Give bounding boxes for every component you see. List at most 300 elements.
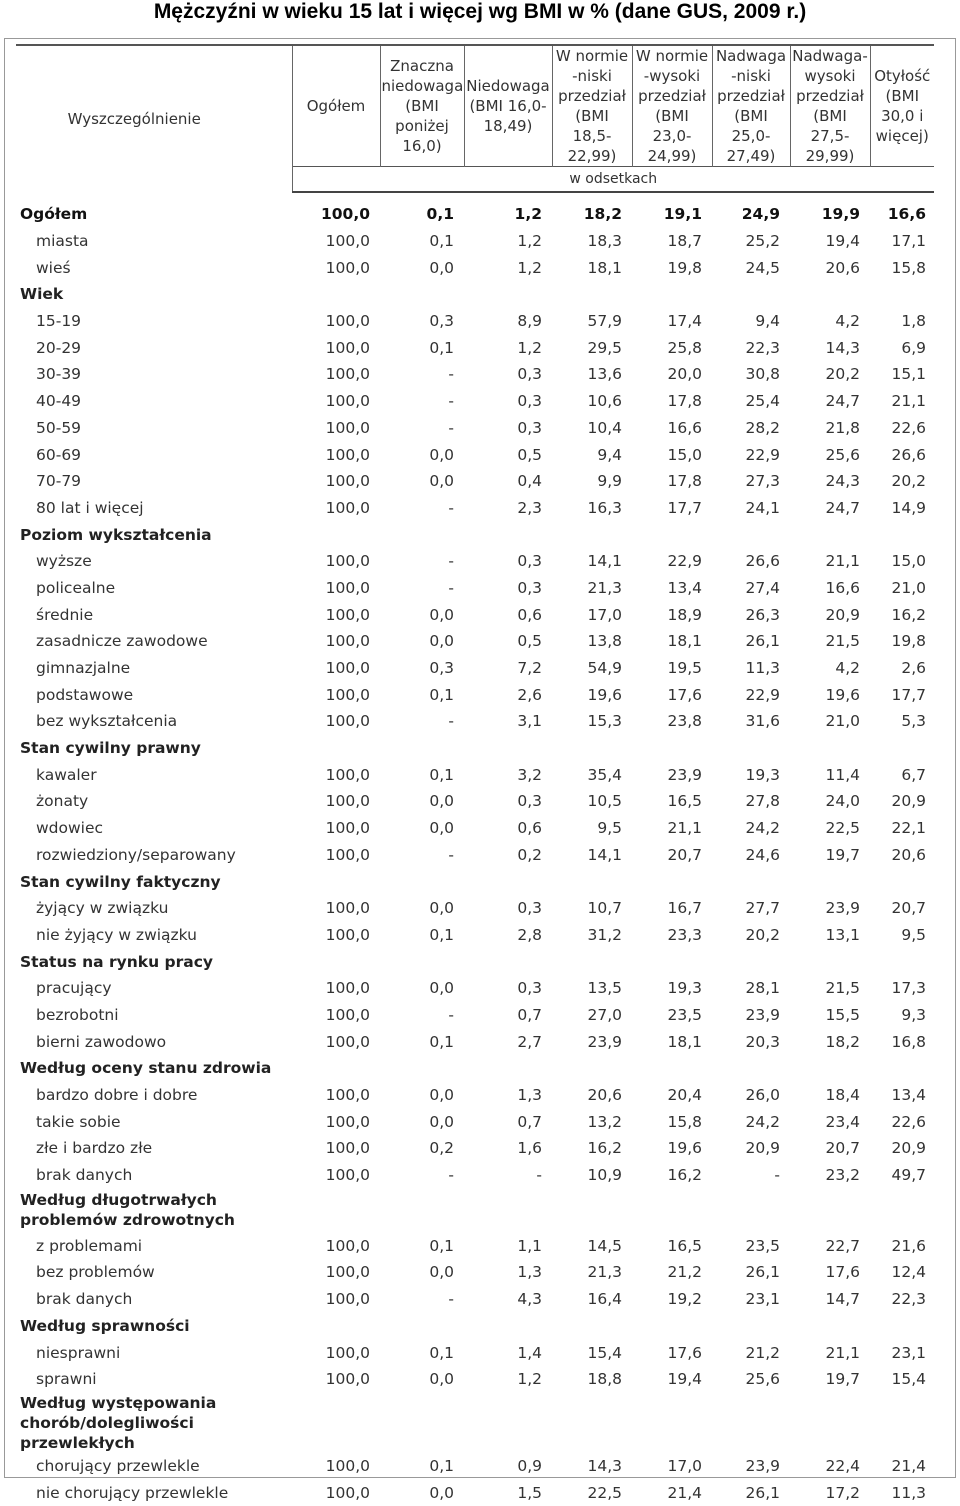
table-cell: 100,0 (325, 1263, 370, 1282)
section-label: Stan cywilny faktyczny (20, 872, 221, 891)
table-cell: 21,0 (891, 578, 926, 597)
table-cell: 14,7 (825, 1290, 860, 1309)
empty-cell (870, 1313, 934, 1340)
empty-cell (790, 1393, 870, 1453)
table-cell: 24,0 (825, 792, 860, 811)
empty-cell (464, 1393, 552, 1453)
table-cell: 0,0 (429, 1263, 454, 1282)
table-cell: 10,9 (587, 1166, 622, 1185)
table-row (16, 361, 934, 388)
table-cell: 0,7 (517, 1112, 542, 1131)
table-cell: 19,7 (825, 845, 860, 864)
table-cell: 23,4 (825, 1112, 860, 1131)
table-cell: 14,5 (587, 1236, 622, 1255)
table-row (16, 228, 934, 255)
table-cell: 17,6 (825, 1263, 860, 1282)
table-cell: 15,0 (667, 445, 702, 464)
table-cell: 1,2 (514, 205, 542, 224)
table-cell: 17,6 (667, 1343, 702, 1362)
header-row (16, 45, 934, 167)
table-cell: - (448, 392, 454, 411)
table-cell: 0,0 (429, 472, 454, 491)
empty-cell (712, 868, 790, 895)
empty-cell (380, 948, 464, 975)
table-body (16, 192, 934, 1506)
table-cell: 0,9 (517, 1456, 542, 1475)
row-label: z problemami (36, 1236, 143, 1255)
table-cell: 35,4 (587, 765, 622, 784)
table-cell: 27,0 (587, 1005, 622, 1024)
row-label: 20-29 (36, 338, 82, 357)
table-cell: 18,8 (587, 1370, 622, 1389)
table-cell: 23,2 (825, 1166, 860, 1185)
section-row (16, 1393, 934, 1453)
table-cell: 22,7 (825, 1236, 860, 1255)
table-cell: 4,2 (835, 659, 860, 678)
table-cell: 28,1 (745, 979, 780, 998)
table-cell: 18,1 (667, 1032, 702, 1051)
table-cell: 0,3 (517, 792, 542, 811)
row-label: 40-49 (36, 392, 82, 411)
table-cell: 20,3 (745, 1032, 780, 1051)
row-label: policealne (36, 578, 116, 597)
row-label: 80 lat i więcej (36, 498, 144, 517)
table-cell: 0,0 (429, 1112, 454, 1131)
table-cell: 100,0 (325, 1290, 370, 1309)
table-cell: 26,1 (745, 1263, 780, 1282)
table-cell: 100,0 (325, 659, 370, 678)
table-row (16, 628, 934, 655)
row-label: żonaty (36, 792, 89, 811)
table-cell: 9,4 (755, 312, 780, 331)
empty-cell (292, 521, 380, 548)
section-label: Status na rynku pracy (20, 952, 214, 971)
table-cell: 23,1 (745, 1290, 780, 1309)
row-label: wdowiec (36, 819, 104, 838)
table-cell: 16,5 (667, 1236, 702, 1255)
table-cell: 16,5 (667, 792, 702, 811)
row-label: 30-39 (36, 365, 82, 384)
table-cell: 100,0 (325, 445, 370, 464)
table-row (16, 815, 934, 842)
empty-cell (380, 1055, 464, 1082)
row-label: niesprawni (36, 1343, 121, 1362)
table-row (16, 415, 934, 442)
table-cell: 54,9 (587, 659, 622, 678)
table-row (16, 254, 934, 281)
table-cell: 18,1 (587, 258, 622, 277)
table-cell: 0,6 (517, 605, 542, 624)
table-cell: 3,2 (517, 765, 542, 784)
section-row (16, 281, 934, 308)
table-cell: 25,8 (667, 338, 702, 357)
table-cell: - (448, 712, 454, 731)
empty-cell (790, 735, 870, 762)
table-cell: 24,3 (825, 472, 860, 491)
table-cell: 100,0 (325, 765, 370, 784)
empty-cell (790, 868, 870, 895)
table-cell: 21,5 (825, 979, 860, 998)
table-cell: 100,0 (325, 845, 370, 864)
table-cell: 0,1 (429, 1456, 454, 1475)
table-cell: 100,0 (325, 685, 370, 704)
table-cell: 0,0 (429, 979, 454, 998)
table-row (16, 655, 934, 682)
table-cell: 19,1 (663, 205, 702, 224)
table-cell: 20,9 (891, 1139, 926, 1158)
table-cell: 17,7 (891, 685, 926, 704)
table-row (16, 1479, 934, 1506)
table-cell: 26,0 (745, 1086, 780, 1105)
table-cell: 16,2 (587, 1139, 622, 1158)
table-cell: 0,1 (429, 338, 454, 357)
empty-cell (292, 281, 380, 308)
table-cell: 0,0 (429, 819, 454, 838)
table-cell: 0,3 (517, 392, 542, 411)
table-cell: 18,1 (667, 632, 702, 651)
empty-cell (552, 735, 632, 762)
table-cell: 2,6 (901, 659, 926, 678)
table-cell: 22,5 (825, 819, 860, 838)
table-row (16, 1135, 934, 1162)
empty-cell (632, 521, 712, 548)
table-cell: 13,4 (667, 578, 702, 597)
table-cell: 17,6 (667, 685, 702, 704)
table-cell: 24,7 (825, 498, 860, 517)
section-row (16, 1313, 934, 1340)
empty-cell (380, 1313, 464, 1340)
table-cell: 1,3 (517, 1086, 542, 1105)
table-cell: 19,5 (667, 659, 702, 678)
table-cell: 26,6 (891, 445, 926, 464)
table-cell: 22,6 (891, 418, 926, 437)
empty-cell (712, 281, 790, 308)
table-cell: 22,1 (891, 819, 926, 838)
table-cell: 57,9 (587, 312, 622, 331)
table-cell: 100,0 (325, 578, 370, 597)
table-cell: 100,0 (325, 392, 370, 411)
table-cell: 23,9 (825, 899, 860, 918)
table-cell: 18,2 (583, 205, 622, 224)
table-cell: 31,2 (587, 925, 622, 944)
table-cell: 0,3 (429, 312, 454, 331)
row-label: brak danych (36, 1290, 133, 1309)
col-header-norma-niski: W normie -niski przedział (BMI 18,5-22,99) (552, 45, 632, 167)
table-cell: 26,1 (745, 632, 780, 651)
col-header-otylosc: Otyłość (BMI 30,0 i więcej) (870, 45, 934, 167)
table-cell: 100,0 (325, 1032, 370, 1051)
table-cell: 20,7 (891, 899, 926, 918)
table-cell: 18,3 (587, 232, 622, 251)
row-label: bez wykształcenia (36, 712, 178, 731)
table-cell: 26,3 (745, 605, 780, 624)
empty-cell (464, 1055, 552, 1082)
table-cell: 12,4 (891, 1263, 926, 1282)
table-row (16, 788, 934, 815)
empty-cell (552, 521, 632, 548)
table-cell: 20,9 (745, 1139, 780, 1158)
table-cell: 21,4 (891, 1456, 926, 1475)
table-cell: 0,2 (517, 845, 542, 864)
table-cell: 17,1 (891, 232, 926, 251)
table-cell: 21,5 (825, 632, 860, 651)
row-label: bardzo dobre i dobre (36, 1086, 198, 1105)
table-cell: 22,9 (745, 445, 780, 464)
table-cell: 100,0 (325, 899, 370, 918)
table-cell: 100,0 (325, 1086, 370, 1105)
section-row (16, 948, 934, 975)
table-row (16, 708, 934, 735)
col-header-ogolem: Ogółem (292, 45, 380, 167)
section-label: Wiek (20, 285, 64, 304)
table-row (16, 1366, 934, 1393)
table-cell: 18,9 (667, 605, 702, 624)
table-cell: 23,8 (667, 712, 702, 731)
empty-cell (870, 1393, 934, 1453)
table-row (16, 842, 934, 869)
table-cell: 19,8 (891, 632, 926, 651)
empty-cell (790, 521, 870, 548)
table-cell: 23,5 (745, 1236, 780, 1255)
row-label: Ogółem (20, 204, 88, 223)
row-label: złe i bardzo złe (36, 1139, 153, 1158)
table-cell: - (448, 552, 454, 571)
empty-cell (292, 868, 380, 895)
table-cell: 17,0 (667, 1456, 702, 1475)
table-cell: 22,5 (587, 1483, 622, 1502)
table-cell: 18,4 (825, 1086, 860, 1105)
table-cell: 0,1 (429, 1236, 454, 1255)
table-cell: - (448, 578, 454, 597)
table-cell: 1,5 (517, 1483, 542, 1502)
table-cell: 100,0 (325, 552, 370, 571)
empty-cell (292, 735, 380, 762)
table-cell: 1,2 (517, 1370, 542, 1389)
empty-cell (870, 1188, 934, 1232)
table-cell: 100,0 (325, 1166, 370, 1185)
table-cell: 19,2 (667, 1290, 702, 1309)
table-cell: 15,0 (891, 552, 926, 571)
empty-cell (790, 1055, 870, 1082)
row-label: 70-79 (36, 472, 82, 491)
row-label: średnie (36, 605, 94, 624)
table-cell: 4,2 (835, 312, 860, 331)
table-cell: 29,5 (587, 338, 622, 357)
table-row (16, 1162, 934, 1189)
table-cell: 2,6 (517, 685, 542, 704)
empty-cell (790, 281, 870, 308)
table-cell: 23,9 (667, 765, 702, 784)
table-cell: 16,3 (587, 498, 622, 517)
table-cell: 13,2 (587, 1112, 622, 1131)
table-cell: 27,7 (745, 899, 780, 918)
table-cell: 100,0 (325, 632, 370, 651)
row-label: podstawowe (36, 685, 134, 704)
table-cell: 21,2 (745, 1343, 780, 1362)
table-cell: 9,5 (597, 819, 622, 838)
table-cell: 0,0 (429, 1086, 454, 1105)
table-cell: 100,0 (320, 205, 370, 224)
stub-header: Wyszczególnienie (16, 45, 292, 192)
table-cell: 21,3 (587, 1263, 622, 1282)
empty-cell (464, 948, 552, 975)
table-row (16, 761, 934, 788)
empty-cell (380, 1393, 464, 1453)
table-cell: 23,1 (891, 1343, 926, 1362)
table-cell: 16,7 (667, 899, 702, 918)
table-cell: 27,3 (745, 472, 780, 491)
section-label: Według występowania chorób/dolegliwości przewlekłych (20, 1393, 217, 1452)
col-header-znaczna-niedowaga: Znaczna niedowaga (BMI poniżej 16,0) (380, 45, 464, 167)
table-row (16, 441, 934, 468)
table-cell: 100,0 (325, 1236, 370, 1255)
table-cell: 100,0 (325, 312, 370, 331)
empty-cell (632, 1313, 712, 1340)
table-row (16, 681, 934, 708)
section-row (16, 1188, 934, 1232)
table-cell: 1,1 (517, 1236, 542, 1255)
table-cell: 23,9 (587, 1032, 622, 1051)
table-cell: 21,0 (825, 712, 860, 731)
table-row (16, 575, 934, 602)
table-cell: 26,1 (745, 1483, 780, 1502)
table-cell: 20,9 (825, 605, 860, 624)
table-cell: 11,3 (745, 659, 780, 678)
row-label: kawaler (36, 765, 97, 784)
table-cell: 1,2 (517, 232, 542, 251)
table-cell: 0,3 (517, 578, 542, 597)
table-cell: 11,4 (825, 765, 860, 784)
empty-cell (712, 948, 790, 975)
table-cell: 20,7 (825, 1139, 860, 1158)
table-cell: 100,0 (325, 1112, 370, 1131)
empty-cell (380, 521, 464, 548)
page-title: Mężczyźni w wieku 15 lat i więcej wg BMI w % (dane GUS, 2009 r.) (153, 0, 807, 23)
section-row (16, 735, 934, 762)
row-label: żyjący w związku (36, 899, 169, 918)
row-label: pracujący (36, 979, 112, 998)
table-row (16, 922, 934, 949)
table-cell: 11,3 (891, 1483, 926, 1502)
empty-cell (552, 1055, 632, 1082)
table-cell: 23,9 (745, 1005, 780, 1024)
table-cell: 13,5 (587, 979, 622, 998)
table-cell: 20,6 (825, 258, 860, 277)
table-cell: 19,6 (825, 685, 860, 704)
table-cell: 0,1 (429, 1032, 454, 1051)
table-cell: 2,7 (517, 1032, 542, 1051)
table-cell: 10,7 (587, 899, 622, 918)
table-cell: 4,3 (517, 1290, 542, 1309)
table-cell: 21,1 (825, 1343, 860, 1362)
table-cell: 6,7 (901, 765, 926, 784)
row-label: 50-59 (36, 418, 82, 437)
empty-cell (292, 1393, 380, 1453)
table-cell: 15,3 (587, 712, 622, 731)
table-cell: 2,3 (517, 498, 542, 517)
table-row (16, 1082, 934, 1109)
table-cell: 15,8 (667, 1112, 702, 1131)
empty-cell (870, 1055, 934, 1082)
table-cell: 21,4 (667, 1483, 702, 1502)
empty-cell (292, 1188, 380, 1232)
empty-cell (870, 521, 934, 548)
table-row (16, 495, 934, 522)
row-label: nie chorujący przewlekle (36, 1483, 229, 1502)
table-cell: 14,9 (891, 498, 926, 517)
table-cell: - (448, 498, 454, 517)
table-cell: 25,6 (745, 1370, 780, 1389)
table-cell: 1,4 (517, 1343, 542, 1362)
table-cell: 100,0 (325, 472, 370, 491)
empty-cell (464, 521, 552, 548)
empty-cell (712, 1055, 790, 1082)
section-label: Według sprawności (20, 1316, 190, 1335)
row-label: gimnazjalne (36, 659, 131, 678)
table-cell: 15,4 (891, 1370, 926, 1389)
table-cell: 14,3 (825, 338, 860, 357)
empty-cell (552, 868, 632, 895)
empty-cell (292, 1055, 380, 1082)
empty-cell (552, 1393, 632, 1453)
table-cell: 1,6 (517, 1139, 542, 1158)
unit-label: w odsetkach (292, 167, 934, 193)
table-cell: 19,6 (667, 1139, 702, 1158)
table-cell: 8,9 (517, 312, 542, 331)
table-cell: 0,0 (429, 445, 454, 464)
table-cell: 13,4 (891, 1086, 926, 1105)
table-cell: 25,4 (745, 392, 780, 411)
table-cell: 23,9 (745, 1456, 780, 1475)
table-cell: 100,0 (325, 1139, 370, 1158)
empty-cell (870, 948, 934, 975)
table-cell: 0,0 (429, 1483, 454, 1502)
table-cell: 14,1 (587, 552, 622, 571)
row-label: 15-19 (36, 312, 82, 331)
table-cell: 15,4 (587, 1343, 622, 1362)
table-cell: 30,8 (745, 365, 780, 384)
col-header-nadwaga-wysoki: Nadwaga-wysoki przedział (BMI 27,5-29,99) (790, 45, 870, 167)
table-cell: 22,3 (745, 338, 780, 357)
table-cell: 19,7 (825, 1370, 860, 1389)
empty-cell (632, 735, 712, 762)
table-cell: 100,0 (325, 819, 370, 838)
table-row (16, 1339, 934, 1366)
empty-cell (790, 1313, 870, 1340)
table-cell: 100,0 (325, 365, 370, 384)
table-cell: 1,2 (517, 258, 542, 277)
table-cell: 21,2 (667, 1263, 702, 1282)
table-cell: - (448, 418, 454, 437)
table-cell: 19,3 (667, 979, 702, 998)
table-cell: 3,1 (517, 712, 542, 731)
table-cell: 20,0 (667, 365, 702, 384)
table-row (16, 334, 934, 361)
empty-cell (552, 1188, 632, 1232)
table-cell: 24,1 (745, 498, 780, 517)
table-cell: 0,1 (429, 685, 454, 704)
table-row (16, 192, 934, 228)
table-cell: 24,7 (825, 392, 860, 411)
table-cell: 0,1 (426, 205, 454, 224)
table-cell: 19,8 (667, 258, 702, 277)
table-cell: 16,6 (887, 205, 926, 224)
col-header-norma-wysoki: W normie -wysoki przedział (BMI 23,0-24,99) (632, 45, 712, 167)
empty-cell (632, 1055, 712, 1082)
table-cell: 21,6 (891, 1236, 926, 1255)
table-cell: 19,4 (667, 1370, 702, 1389)
table-cell: 9,4 (597, 445, 622, 464)
